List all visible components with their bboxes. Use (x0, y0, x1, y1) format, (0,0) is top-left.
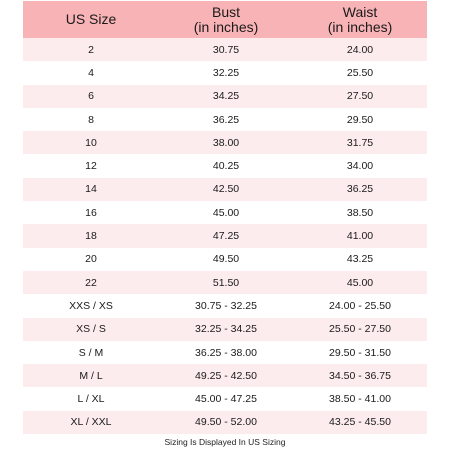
table-row (23, 387, 427, 410)
size-cell: 10 (85, 136, 97, 149)
bust-cell: 49.50 - 52.00 (195, 416, 257, 429)
waist-cell: 25.50 (346, 66, 374, 79)
table-row (23, 271, 427, 294)
table-row (23, 178, 427, 201)
table-body (23, 38, 427, 434)
bust-cell: 36.25 (212, 113, 240, 126)
bust-cell: 30.75 (212, 43, 240, 56)
bust-cell: 38.00 (212, 136, 240, 149)
table-row (23, 108, 427, 131)
size-cell: 6 (88, 90, 94, 103)
bust-cell: 40.25 (212, 160, 240, 173)
size-cell: M / L (79, 369, 103, 382)
waist-cell: 36.25 (346, 183, 374, 196)
header-waist-unit: (in inches) (327, 18, 393, 35)
table-row (23, 61, 427, 84)
header-bust (159, 1, 293, 38)
table-row (23, 318, 427, 341)
table-row (23, 224, 427, 247)
table-row (23, 131, 427, 154)
header-bust-unit: (in inches) (193, 18, 259, 35)
bust-cell: 49.25 - 42.50 (195, 369, 257, 382)
size-chart-table (23, 1, 427, 434)
bust-cell: 45.00 - 47.25 (195, 393, 257, 406)
table-row (23, 85, 427, 108)
waist-cell: 41.00 (346, 230, 374, 243)
bust-cell: 32.25 (212, 66, 240, 79)
waist-cell: 45.00 (346, 276, 374, 289)
table-row (23, 341, 427, 364)
sizing-note: Sizing Is Displayed In US Sizing (164, 437, 286, 447)
size-cell: 2 (88, 43, 94, 56)
waist-cell: 31.75 (346, 136, 374, 149)
header-waist (293, 1, 427, 38)
waist-cell: 27.50 (346, 90, 374, 103)
waist-cell: 43.25 - 45.50 (329, 416, 391, 429)
bust-cell: 42.50 (212, 183, 240, 196)
bust-cell: 45.00 (212, 206, 240, 219)
size-cell: 16 (85, 206, 97, 219)
header-bust-label: Bust (211, 3, 240, 20)
table-row (23, 294, 427, 317)
size-cell: XL / XXL (70, 416, 112, 429)
bust-cell: 32.25 - 34.25 (195, 323, 257, 336)
header-us-size (23, 1, 159, 38)
size-cell: 8 (88, 113, 94, 126)
waist-cell: 29.50 - 31.50 (329, 346, 391, 359)
table-row (23, 154, 427, 177)
waist-cell: 38.50 (346, 206, 374, 219)
waist-cell: 43.25 (346, 253, 374, 266)
table-row (23, 38, 427, 61)
size-cell: 4 (88, 66, 94, 79)
bust-cell: 51.50 (212, 276, 240, 289)
waist-cell: 24.00 (346, 43, 374, 56)
waist-cell: 34.50 - 36.75 (329, 369, 391, 382)
bust-cell: 47.25 (212, 230, 240, 243)
table-row (23, 201, 427, 224)
table-row (23, 411, 427, 434)
waist-cell: 25.50 - 27.50 (329, 323, 391, 336)
bust-cell: 34.25 (212, 90, 240, 103)
bust-cell: 49.50 (212, 253, 240, 266)
waist-cell: 38.50 - 41.00 (329, 393, 391, 406)
waist-cell: 34.00 (346, 160, 374, 173)
table-row (23, 364, 427, 387)
size-cell: 20 (85, 253, 97, 266)
bust-cell: 30.75 - 32.25 (195, 299, 257, 312)
table-header (23, 1, 427, 38)
header-waist-label: Waist (342, 3, 378, 20)
size-cell: 12 (85, 160, 97, 173)
header-us-size-label: US Size (65, 11, 117, 27)
table-row (23, 248, 427, 271)
size-cell: 18 (85, 230, 97, 243)
waist-cell: 24.00 - 25.50 (329, 299, 391, 312)
size-cell: XXS / XS (69, 299, 113, 312)
size-cell: 14 (85, 183, 97, 196)
size-cell: XS / S (76, 323, 106, 336)
bust-cell: 36.25 - 38.00 (195, 346, 257, 359)
size-cell: 22 (85, 276, 97, 289)
size-cell: S / M (78, 346, 104, 359)
waist-cell: 29.50 (346, 113, 374, 126)
size-cell: L / XL (77, 393, 105, 406)
